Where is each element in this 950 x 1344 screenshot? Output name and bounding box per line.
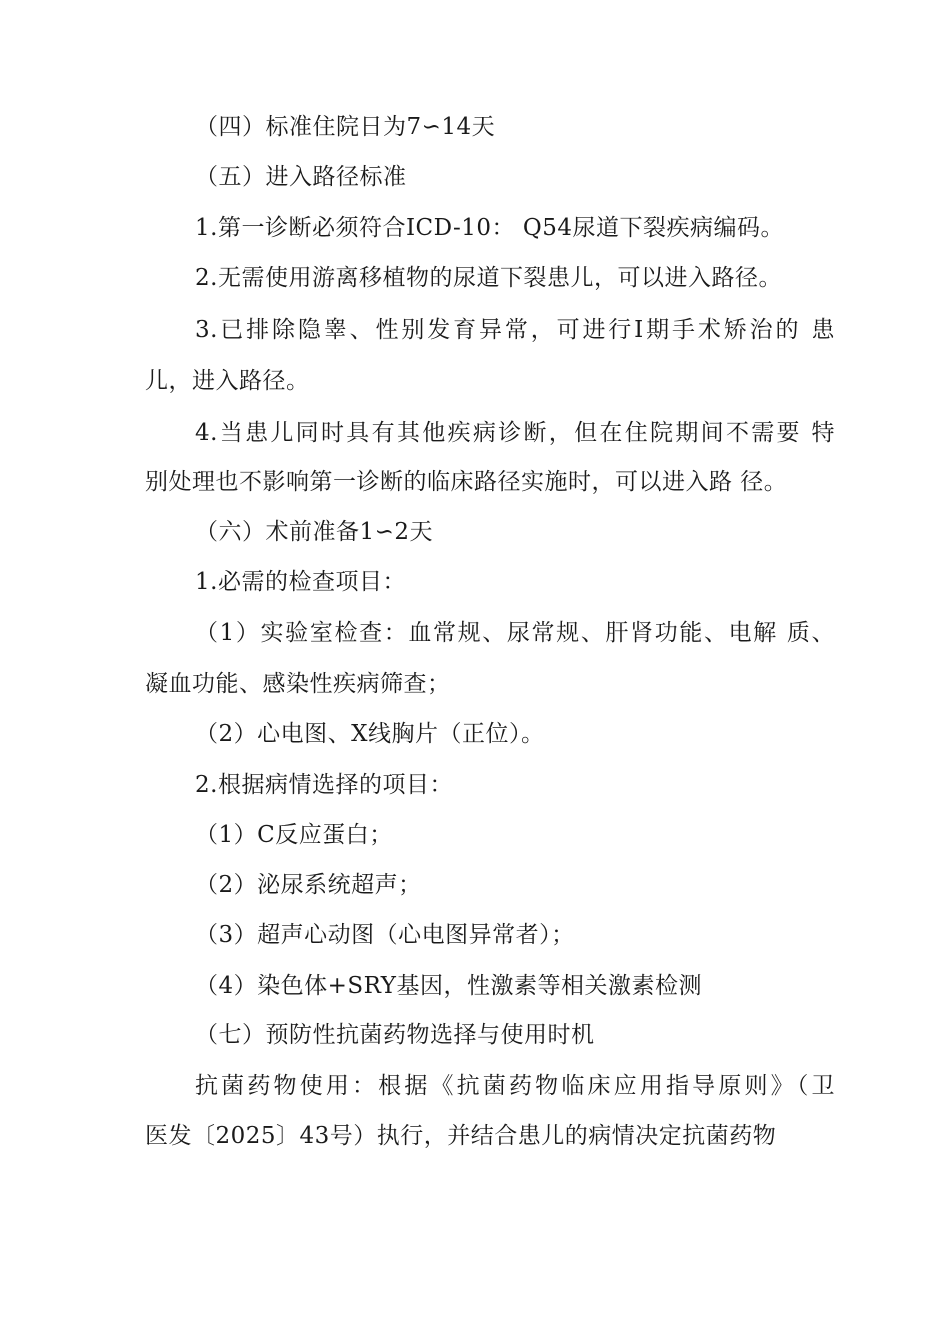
paragraph-line: 2.根据病情选择的项目： bbox=[195, 772, 453, 798]
paragraph-line: （4）染色体+SRY基因，性激素等相关激素检测 bbox=[195, 973, 702, 999]
section-heading-hospital-stay: （四）标准住院日为7∽14天 bbox=[195, 114, 496, 140]
paragraph-line: 抗菌药物使用：根据《抗菌药物临床应用指导原则》（卫 bbox=[195, 1073, 835, 1099]
section-heading-antibiotics: （七）预防性抗菌药物选择与使用时机 bbox=[195, 1022, 595, 1048]
paragraph-line: （2）泌尿系统超声； bbox=[195, 872, 422, 898]
paragraph-line: （1）C反应蛋白； bbox=[195, 822, 393, 848]
section-heading-preop-prep: （六）术前准备1∽2天 bbox=[195, 519, 434, 545]
paragraph-line: 医发〔2025〕43号）执行，并结合患儿的病情决定抗菌药物 bbox=[145, 1123, 777, 1149]
paragraph-line: 2.无需使用游离移植物的尿道下裂患儿，可以进入路径。 bbox=[195, 265, 782, 291]
paragraph-line: （1）实验室检查：血常规、尿常规、肝肾功能、电解 质、 bbox=[195, 620, 835, 646]
paragraph-line: 1.第一诊断必须符合ICD-10： Q54尿道下裂疾病编码。 bbox=[195, 215, 784, 241]
paragraph-line: 4.当患儿同时具有其他疾病诊断，但在住院期间不需要 特 bbox=[195, 420, 835, 446]
paragraph-line: （3）超声心动图（心电图异常者）； bbox=[195, 922, 575, 948]
paragraph-line: 儿，进入路径。 bbox=[145, 368, 310, 394]
paragraph-line: 别处理也不影响第一诊断的临床路径实施时，可以进入路 径。 bbox=[145, 469, 788, 495]
paragraph-line: 3.已排除隐睾、性别发育异常，可进行I期手术矫治的 患 bbox=[195, 317, 835, 343]
section-heading-path-criteria: （五）进入路径标准 bbox=[195, 164, 407, 190]
paragraph-line: （2）心电图、X线胸片（正位）。 bbox=[195, 721, 545, 747]
paragraph-line: 1.必需的检查项目： bbox=[195, 569, 406, 595]
paragraph-line: 凝血功能、感染性疾病筛查； bbox=[145, 671, 451, 697]
